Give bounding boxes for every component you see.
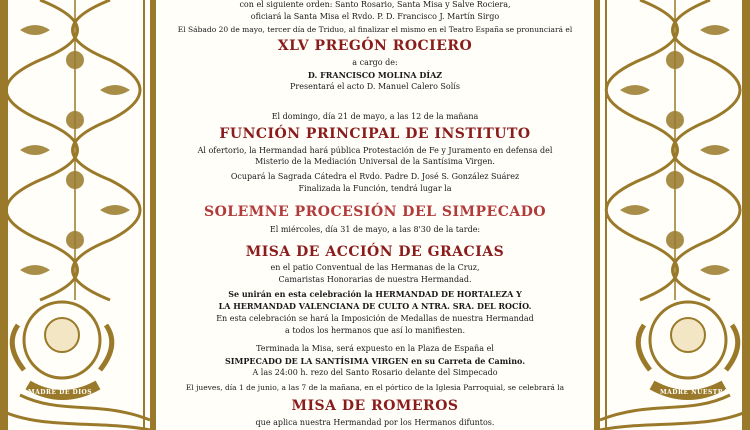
text-line-16: LA HERMANDAD VALENCIANA DE CULTO A NTRA. SRA. DEL ROCÍO.	[218, 301, 532, 311]
speaker-name: D. FRANCISCO MOLINA DÍAZ	[307, 70, 443, 80]
left-border-ornament-graphic	[0, 0, 158, 430]
text-line-20: SIMPECADO DE LA SANTÍSIMA VIRGEN en su Carreta de Camino.	[224, 356, 526, 366]
heading-procesion-simpecado: SOLEMNE PROCESIÓN DEL SIMPECADO	[203, 204, 547, 220]
text-line-4: a cargo de:	[352, 58, 398, 67]
text-line-18: a todos los hermanos que así lo manifiesten.	[285, 326, 465, 335]
heading-pregon-rociero: XLV PREGÓN ROCIERO	[277, 38, 473, 54]
text-line-3: El Sábado 20 de mayo, tercer día de Triduo, al finalizar el mismo en el Teatro España se pronunciará el	[177, 25, 573, 34]
text-line-14: Camaristas Honorarias de nuestra Hermandad.	[278, 275, 472, 284]
program-text-panel	[158, 0, 592, 430]
heading-misa-accion-gracias: MISA DE ACCIÓN DE GRACIAS	[245, 244, 505, 260]
left-ribbon-text: MADRE DE DIOS	[28, 389, 93, 396]
right-border-ornament-graphic	[592, 0, 750, 430]
heading-funcion-principal: FUNCIÓN PRINCIPAL DE INSTITUTO	[219, 126, 531, 142]
text-line-11: Finalizada la Función, tendrá lugar la	[298, 184, 452, 193]
text-line-12: El miércoles, día 31 de mayo, a las 8'30 de la tarde:	[269, 225, 481, 234]
text-line-7: El domingo, día 21 de mayo, a las 12 de la mañana	[271, 112, 479, 121]
text-line-6: Presentará el acto D. Manuel Calero Solís	[290, 82, 460, 91]
text-line-15: Se unirán en esta celebración la HERMANDAD DE HORTALEZA Y	[228, 289, 522, 299]
right-ornamental-border	[592, 0, 750, 430]
left-ornamental-border	[0, 0, 158, 430]
text-line-23: que aplica nuestra Hermandad por los Hermanos difuntos.	[255, 418, 495, 427]
text-line-8: Al ofertorio, la Hermandad hará pública Protestación de Fe y Juramento en defensa del	[197, 146, 553, 155]
heading-misa-romeros: MISA DE ROMEROS	[291, 398, 459, 414]
text-line-21: A las 24:00 h. rezo del Santo Rosario delante del Simpecado	[252, 368, 498, 377]
text-line-1: con el siguiente orden: Santo Rosario, Santa Misa y Salve Rociera,	[239, 0, 511, 9]
text-line-19: Terminada la Misa, será expuesto en la Plaza de España el	[256, 344, 494, 353]
text-line-10: Ocupará la Sagrada Cátedra el Rvdo. Padre D. José S. González Suárez	[230, 172, 520, 181]
text-line-2: oficiará la Santa Misa el Rvdo. P. D. Francisco J. Martín Sirgo	[250, 12, 500, 21]
text-line-13: en el patio Conventual de las Hermanas de la Cruz,	[270, 263, 480, 272]
text-line-17: En esta celebración se hará la Imposición de Medallas de nuestra Hermandad	[216, 314, 534, 323]
text-line-22: El jueves, día 1 de junio, a las 7 de la mañana, en el pórtico de la Iglesia Parroquial, se celebrará la	[185, 383, 565, 392]
right-ribbon-text: MADRE NUESTRA	[660, 389, 729, 396]
text-line-9: Misterio de la Mediación Universal de la Santísima Virgen.	[255, 157, 495, 166]
